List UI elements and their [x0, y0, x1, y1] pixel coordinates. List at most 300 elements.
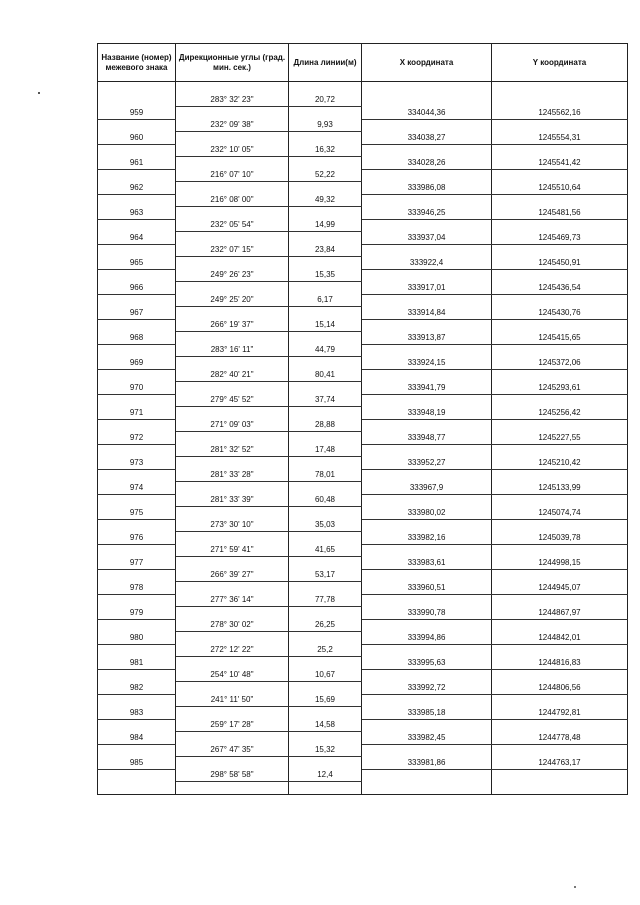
table-row — [98, 207, 628, 220]
line-length-cell — [289, 282, 362, 295]
table-row — [98, 357, 628, 370]
y-coordinate-cell — [492, 782, 628, 795]
y-coordinate-cell — [492, 244, 628, 257]
table-row — [98, 607, 628, 620]
direction-angle-cell — [176, 582, 289, 595]
table-row — [98, 432, 628, 445]
y-coordinate-cell — [492, 344, 628, 357]
line-length-cell — [289, 757, 362, 770]
x-coordinate-cell — [362, 782, 492, 795]
x-coordinate-cell: 333992,72 — [362, 682, 492, 695]
table-row — [98, 544, 628, 557]
table-row — [98, 769, 628, 782]
direction-angle-cell: 271° 09' 03" — [176, 419, 289, 432]
line-length-cell — [289, 182, 362, 195]
x-coordinate-cell — [362, 294, 492, 307]
line-length-cell — [289, 582, 362, 595]
mark-name-cell: 961 — [98, 157, 176, 170]
y-coordinate-cell — [492, 544, 628, 557]
table-row — [98, 732, 628, 745]
mark-name-cell — [98, 169, 176, 182]
x-coordinate-cell — [362, 519, 492, 532]
x-coordinate-cell — [362, 194, 492, 207]
x-coordinate-cell — [362, 544, 492, 557]
direction-angle-cell — [176, 432, 289, 445]
scan-dot — [574, 886, 576, 888]
y-coordinate-cell: 1245469,73 — [492, 232, 628, 245]
y-coordinate-cell — [492, 769, 628, 782]
y-coordinate-cell: 1244778,48 — [492, 732, 628, 745]
direction-angle-cell: 249° 26' 23" — [176, 269, 289, 282]
direction-angle-cell — [176, 332, 289, 345]
y-coordinate-cell — [492, 194, 628, 207]
line-length-cell: 9,93 — [289, 119, 362, 132]
direction-angle-cell — [176, 307, 289, 320]
x-coordinate-cell: 333994,86 — [362, 632, 492, 645]
line-length-cell — [289, 782, 362, 795]
y-coordinate-cell: 1245256,42 — [492, 407, 628, 420]
line-length-cell: 78,01 — [289, 469, 362, 482]
direction-angle-cell — [176, 257, 289, 270]
mark-name-cell: 980 — [98, 632, 176, 645]
y-coordinate-cell: 1244867,97 — [492, 607, 628, 620]
line-length-cell — [289, 432, 362, 445]
direction-angle-cell — [176, 157, 289, 170]
x-coordinate-cell: 334044,36 — [362, 107, 492, 120]
table-row — [98, 582, 628, 595]
y-coordinate-cell — [492, 444, 628, 457]
mark-name-cell: 982 — [98, 682, 176, 695]
direction-angle-cell: 298° 58' 58" — [176, 769, 289, 782]
direction-angle-cell — [176, 107, 289, 120]
x-coordinate-cell — [362, 94, 492, 107]
mark-name-cell: 972 — [98, 432, 176, 445]
line-length-cell — [289, 707, 362, 720]
y-coordinate-cell — [492, 294, 628, 307]
header-line-length: Длина линии(м) — [289, 44, 362, 82]
direction-angle-cell: 266° 19' 37" — [176, 319, 289, 332]
line-length-cell — [289, 357, 362, 370]
line-length-cell: 10,67 — [289, 669, 362, 682]
mark-name-cell — [98, 144, 176, 157]
mark-name-cell: 981 — [98, 657, 176, 670]
mark-name-cell: 959 — [98, 107, 176, 120]
y-coordinate-cell — [492, 669, 628, 682]
direction-angle-cell: 249° 25' 20" — [176, 294, 289, 307]
direction-angle-cell: 277° 36' 14" — [176, 594, 289, 607]
x-coordinate-cell — [362, 494, 492, 507]
x-coordinate-cell — [362, 619, 492, 632]
mark-name-cell — [98, 694, 176, 707]
table-row — [98, 507, 628, 520]
y-coordinate-cell — [492, 519, 628, 532]
mark-name-cell: 962 — [98, 182, 176, 195]
mark-name-cell: 965 — [98, 257, 176, 270]
y-coordinate-cell: 1244792,81 — [492, 707, 628, 720]
x-coordinate-cell — [362, 269, 492, 282]
mark-name-cell — [98, 669, 176, 682]
line-length-cell — [289, 482, 362, 495]
table-row — [98, 169, 628, 182]
y-coordinate-cell: 1244816,83 — [492, 657, 628, 670]
line-length-cell: 23,84 — [289, 244, 362, 257]
direction-angle-cell — [176, 182, 289, 195]
header-direction-angle: Дирекционные углы (град. мин. сек.) — [176, 44, 289, 82]
y-coordinate-cell: 1245133,99 — [492, 482, 628, 495]
mark-name-cell: 983 — [98, 707, 176, 720]
mark-name-cell — [98, 494, 176, 507]
table-row — [98, 144, 628, 157]
mark-name-cell — [98, 269, 176, 282]
line-length-cell: 15,14 — [289, 319, 362, 332]
table-row — [98, 107, 628, 120]
line-length-cell: 6,17 — [289, 294, 362, 307]
x-coordinate-cell: 333960,51 — [362, 582, 492, 595]
direction-angle-cell: 272° 12' 22" — [176, 644, 289, 657]
direction-angle-cell — [176, 457, 289, 470]
table-row — [98, 457, 628, 470]
x-coordinate-cell — [362, 644, 492, 657]
y-coordinate-cell — [492, 82, 628, 95]
direction-angle-cell: 216° 08' 00" — [176, 194, 289, 207]
table-row — [98, 344, 628, 357]
line-length-cell: 53,17 — [289, 569, 362, 582]
mark-name-cell: 968 — [98, 332, 176, 345]
y-coordinate-cell: 1245415,65 — [492, 332, 628, 345]
x-coordinate-cell: 333948,19 — [362, 407, 492, 420]
line-length-cell — [289, 307, 362, 320]
direction-angle-cell — [176, 732, 289, 745]
y-coordinate-cell: 1245039,78 — [492, 532, 628, 545]
header-mark-name: Название (номер) межевого знака — [98, 44, 176, 82]
y-coordinate-cell: 1245562,16 — [492, 107, 628, 120]
line-length-cell — [289, 732, 362, 745]
direction-angle-cell: 232° 09' 38" — [176, 119, 289, 132]
direction-angle-cell: 271° 59' 41" — [176, 544, 289, 557]
table-row — [98, 644, 628, 657]
direction-angle-cell — [176, 357, 289, 370]
table-row — [98, 719, 628, 732]
y-coordinate-cell: 1245074,74 — [492, 507, 628, 520]
x-coordinate-cell: 333986,08 — [362, 182, 492, 195]
line-length-cell — [289, 407, 362, 420]
mark-name-cell: 979 — [98, 607, 176, 620]
y-coordinate-cell — [492, 119, 628, 132]
direction-angle-cell: 283° 32' 23" — [176, 94, 289, 107]
direction-angle-cell: 281° 33' 28" — [176, 469, 289, 482]
table-row — [98, 94, 628, 107]
table-row — [98, 332, 628, 345]
mark-name-cell — [98, 719, 176, 732]
table-row — [98, 282, 628, 295]
direction-angle-cell: 267° 47' 35" — [176, 744, 289, 757]
direction-angle-cell — [176, 507, 289, 520]
direction-angle-cell — [176, 707, 289, 720]
y-coordinate-cell: 1245227,55 — [492, 432, 628, 445]
direction-angle-cell — [176, 657, 289, 670]
y-coordinate-cell — [492, 744, 628, 757]
table-row — [98, 557, 628, 570]
line-length-cell: 44,79 — [289, 344, 362, 357]
y-coordinate-cell — [492, 719, 628, 732]
y-coordinate-cell — [492, 469, 628, 482]
table-row — [98, 194, 628, 207]
x-coordinate-cell: 333946,25 — [362, 207, 492, 220]
line-length-cell: 37,74 — [289, 394, 362, 407]
line-length-cell — [289, 682, 362, 695]
line-length-cell — [289, 232, 362, 245]
y-coordinate-cell: 1244842,01 — [492, 632, 628, 645]
table-row — [98, 632, 628, 645]
mark-name-cell: 971 — [98, 407, 176, 420]
x-coordinate-cell — [362, 319, 492, 332]
mark-name-cell — [98, 644, 176, 657]
direction-angle-cell — [176, 132, 289, 145]
line-length-cell: 41,65 — [289, 544, 362, 557]
x-coordinate-cell: 333952,27 — [362, 457, 492, 470]
mark-name-cell: 969 — [98, 357, 176, 370]
table-row — [98, 182, 628, 195]
x-coordinate-cell — [362, 82, 492, 95]
mark-name-cell — [98, 519, 176, 532]
direction-angle-cell: 254° 10' 48" — [176, 669, 289, 682]
line-length-cell — [289, 157, 362, 170]
table-row — [98, 307, 628, 320]
y-coordinate-cell: 1244945,07 — [492, 582, 628, 595]
line-length-cell — [289, 532, 362, 545]
table-row — [98, 594, 628, 607]
direction-angle-cell: 259° 17' 28" — [176, 719, 289, 732]
mark-name-cell: 970 — [98, 382, 176, 395]
mark-name-cell — [98, 344, 176, 357]
table-row — [98, 569, 628, 582]
x-coordinate-cell — [362, 719, 492, 732]
table-row — [98, 244, 628, 257]
direction-angle-cell — [176, 482, 289, 495]
line-length-cell: 16,32 — [289, 144, 362, 157]
table-row — [98, 482, 628, 495]
line-length-cell: 14,99 — [289, 219, 362, 232]
x-coordinate-cell — [362, 744, 492, 757]
line-length-cell — [289, 132, 362, 145]
mark-name-cell: 964 — [98, 232, 176, 245]
table-row — [98, 669, 628, 682]
y-coordinate-cell: 1245372,06 — [492, 357, 628, 370]
table-row — [98, 382, 628, 395]
line-length-cell — [289, 332, 362, 345]
line-length-cell — [289, 107, 362, 120]
direction-angle-cell — [176, 82, 289, 95]
mark-name-cell — [98, 319, 176, 332]
mark-name-cell — [98, 769, 176, 782]
line-length-cell: 15,32 — [289, 744, 362, 757]
direction-angle-cell: 281° 33' 39" — [176, 494, 289, 507]
mark-name-cell — [98, 782, 176, 795]
mark-name-cell: 975 — [98, 507, 176, 520]
y-coordinate-cell — [492, 219, 628, 232]
line-length-cell — [289, 557, 362, 570]
x-coordinate-cell: 333922,4 — [362, 257, 492, 270]
line-length-cell — [289, 207, 362, 220]
x-coordinate-cell: 333980,02 — [362, 507, 492, 520]
line-length-cell: 80,41 — [289, 369, 362, 382]
y-coordinate-cell: 1245554,31 — [492, 132, 628, 145]
boundary-coordinates-table — [97, 43, 628, 795]
x-coordinate-cell: 333990,78 — [362, 607, 492, 620]
mark-name-cell — [98, 119, 176, 132]
y-coordinate-cell: 1245293,61 — [492, 382, 628, 395]
table-row — [98, 494, 628, 507]
table-row — [98, 682, 628, 695]
mark-name-cell — [98, 619, 176, 632]
mark-name-cell: 974 — [98, 482, 176, 495]
table-row — [98, 157, 628, 170]
x-coordinate-cell — [362, 444, 492, 457]
mark-name-cell: 978 — [98, 582, 176, 595]
table-row — [98, 707, 628, 720]
x-coordinate-cell — [362, 344, 492, 357]
table-row — [98, 369, 628, 382]
x-coordinate-cell — [362, 694, 492, 707]
table-row — [98, 132, 628, 145]
table-row — [98, 394, 628, 407]
direction-angle-cell — [176, 782, 289, 795]
x-coordinate-cell — [362, 669, 492, 682]
direction-angle-cell: 232° 07' 15" — [176, 244, 289, 257]
line-length-cell: 49,32 — [289, 194, 362, 207]
mark-name-cell: 977 — [98, 557, 176, 570]
y-coordinate-cell: 1245510,64 — [492, 182, 628, 195]
x-coordinate-cell: 333982,45 — [362, 732, 492, 745]
y-coordinate-cell — [492, 419, 628, 432]
line-length-cell — [289, 457, 362, 470]
mark-name-cell — [98, 82, 176, 95]
header-y-coordinate: Y координата — [492, 44, 628, 82]
direction-angle-cell — [176, 282, 289, 295]
direction-angle-cell: 282° 40' 21" — [176, 369, 289, 382]
table-row — [98, 269, 628, 282]
table-row — [98, 119, 628, 132]
line-length-cell: 35,03 — [289, 519, 362, 532]
x-coordinate-cell — [362, 594, 492, 607]
mark-name-cell — [98, 419, 176, 432]
mark-name-cell: 966 — [98, 282, 176, 295]
direction-angle-cell — [176, 632, 289, 645]
x-coordinate-cell — [362, 769, 492, 782]
direction-angle-cell — [176, 682, 289, 695]
y-coordinate-cell: 1245210,42 — [492, 457, 628, 470]
y-coordinate-cell — [492, 144, 628, 157]
x-coordinate-cell — [362, 369, 492, 382]
x-coordinate-cell — [362, 219, 492, 232]
line-length-cell: 25,2 — [289, 644, 362, 657]
line-length-cell — [289, 607, 362, 620]
mark-name-cell — [98, 569, 176, 582]
header-x-coordinate: X координата — [362, 44, 492, 82]
line-length-cell — [289, 507, 362, 520]
line-length-cell: 14,58 — [289, 719, 362, 732]
table-header-row — [98, 44, 628, 82]
y-coordinate-cell: 1245430,76 — [492, 307, 628, 320]
y-coordinate-cell: 1245436,54 — [492, 282, 628, 295]
y-coordinate-cell: 1245541,42 — [492, 157, 628, 170]
y-coordinate-cell — [492, 94, 628, 107]
x-coordinate-cell — [362, 419, 492, 432]
line-length-cell: 17,48 — [289, 444, 362, 457]
y-coordinate-cell — [492, 319, 628, 332]
x-coordinate-cell: 333981,86 — [362, 757, 492, 770]
x-coordinate-cell — [362, 244, 492, 257]
direction-angle-cell — [176, 557, 289, 570]
mark-name-cell: 963 — [98, 207, 176, 220]
line-length-cell — [289, 82, 362, 95]
x-coordinate-cell: 333983,61 — [362, 557, 492, 570]
x-coordinate-cell: 333995,63 — [362, 657, 492, 670]
direction-angle-cell — [176, 232, 289, 245]
direction-angle-cell: 283° 16' 11" — [176, 344, 289, 357]
line-length-cell: 60,48 — [289, 494, 362, 507]
y-coordinate-cell — [492, 619, 628, 632]
mark-name-cell — [98, 544, 176, 557]
direction-angle-cell: 273° 30' 10" — [176, 519, 289, 532]
table-row — [98, 232, 628, 245]
x-coordinate-cell — [362, 144, 492, 157]
mark-name-cell: 985 — [98, 757, 176, 770]
direction-angle-cell: 216° 07' 10" — [176, 169, 289, 182]
line-length-cell — [289, 657, 362, 670]
x-coordinate-cell: 333914,84 — [362, 307, 492, 320]
line-length-cell — [289, 632, 362, 645]
direction-angle-cell — [176, 607, 289, 620]
table-row — [98, 619, 628, 632]
mark-name-cell — [98, 194, 176, 207]
table-row — [98, 407, 628, 420]
mark-name-cell: 976 — [98, 532, 176, 545]
x-coordinate-cell — [362, 119, 492, 132]
x-coordinate-cell: 333982,16 — [362, 532, 492, 545]
x-coordinate-cell: 333917,01 — [362, 282, 492, 295]
mark-name-cell — [98, 394, 176, 407]
x-coordinate-cell — [362, 469, 492, 482]
y-coordinate-cell — [492, 169, 628, 182]
x-coordinate-cell: 333948,77 — [362, 432, 492, 445]
line-length-cell: 15,35 — [289, 269, 362, 282]
mark-name-cell — [98, 444, 176, 457]
line-length-cell: 77,78 — [289, 594, 362, 607]
mark-name-cell — [98, 294, 176, 307]
x-coordinate-cell — [362, 394, 492, 407]
y-coordinate-cell — [492, 694, 628, 707]
mark-name-cell — [98, 219, 176, 232]
table-row — [98, 469, 628, 482]
table-row — [98, 419, 628, 432]
x-coordinate-cell — [362, 569, 492, 582]
y-coordinate-cell: 1244763,17 — [492, 757, 628, 770]
line-length-cell — [289, 257, 362, 270]
direction-angle-cell: 232° 05' 54" — [176, 219, 289, 232]
y-coordinate-cell — [492, 269, 628, 282]
table-row — [98, 657, 628, 670]
mark-name-cell: 973 — [98, 457, 176, 470]
y-coordinate-cell — [492, 494, 628, 507]
x-coordinate-cell — [362, 169, 492, 182]
table-row — [98, 757, 628, 770]
y-coordinate-cell — [492, 594, 628, 607]
y-coordinate-cell: 1245450,91 — [492, 257, 628, 270]
mark-name-cell — [98, 744, 176, 757]
x-coordinate-cell: 333985,18 — [362, 707, 492, 720]
line-length-cell: 52,22 — [289, 169, 362, 182]
